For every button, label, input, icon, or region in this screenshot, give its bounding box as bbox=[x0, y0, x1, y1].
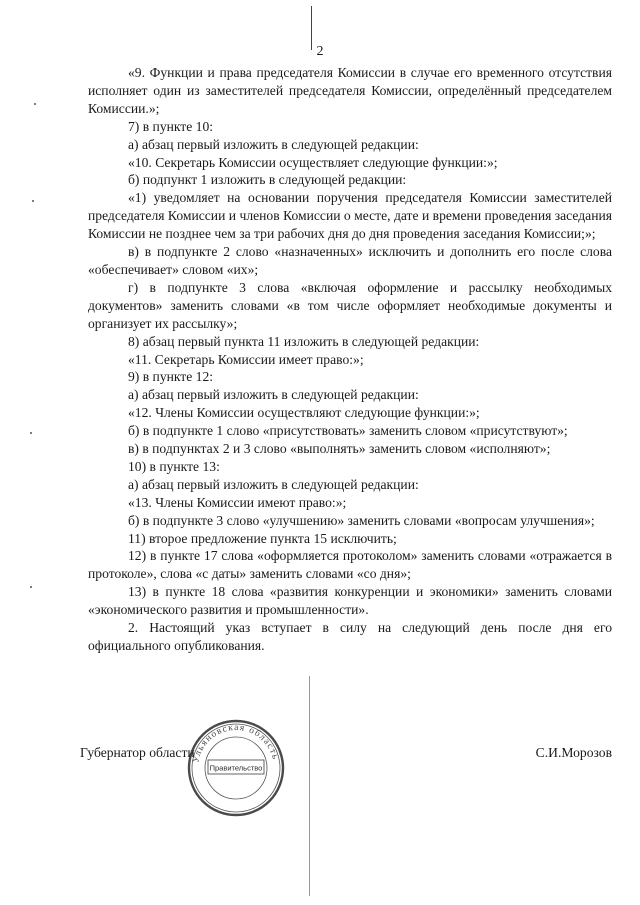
paragraph: «10. Секретарь Комиссии осуществляет следующие функции:»; bbox=[128, 154, 498, 170]
paragraph: «13. Члены Комиссии имеют право:»; bbox=[128, 494, 347, 510]
paragraph: 12) в пункте 17 слова «оформляется протоколом» заменить словами «отражается в протоколе», слова «с даты» заменить словами «со дня»; bbox=[88, 548, 612, 582]
svg-text:Ульяновская область bbox=[191, 723, 280, 764]
paragraph: 2. Настоящий указ вступает в силу на следующий день после дня его официального опубликования. bbox=[88, 620, 612, 653]
paragraph: а) абзац первый изложить в следующей редакции: bbox=[128, 136, 419, 152]
paragraph: «12. Члены Комиссии осуществляют следующие функции:»; bbox=[128, 405, 480, 421]
paragraph: а) абзац первый изложить в следующей редакции: bbox=[128, 476, 419, 492]
paragraph: б) в подпункте 1 слово «присутствовать» заменить словом «присутствуют»; bbox=[128, 423, 568, 439]
document-body bbox=[88, 64, 612, 655]
paragraph: б) в подпункте 3 слово «улучшению» заменить словами «вопросам улучшения»; bbox=[128, 512, 595, 528]
paragraph: 13) в пункте 18 слова «развития конкуренции и экономики» заменить словами «экономического развития и промышленности». bbox=[88, 584, 612, 618]
scan-artifact-dot bbox=[30, 432, 32, 434]
paragraph: г) в подпункте 3 слова «включая оформление и рассылку необходимых документов» заменить словами «в том числе оформляет необходимые документы и организует их рассылку»; bbox=[88, 279, 612, 331]
scan-artifact-line bbox=[309, 676, 310, 896]
signer-title: Губернатор области bbox=[80, 745, 195, 760]
paragraph: 9) в пункте 12: bbox=[128, 369, 214, 385]
paragraph: 7) в пункте 10: bbox=[128, 118, 214, 134]
paragraph: в) в подпунктах 2 и 3 слово «выполнять» заменить словом «исполняют»; bbox=[128, 441, 551, 457]
paragraph: б) подпункт 1 изложить в следующей редакции: bbox=[128, 172, 407, 188]
page-number: 2 bbox=[316, 44, 324, 59]
paragraph: а) абзац первый изложить в следующей редакции: bbox=[128, 387, 419, 403]
scan-artifact-dot bbox=[30, 586, 32, 588]
signer-name: С.И.Морозов bbox=[535, 745, 612, 760]
paragraph: 10) в пункте 13: bbox=[128, 458, 220, 474]
seal-ring-text: Ульяновская область bbox=[191, 722, 281, 764]
scan-artifact-dot bbox=[34, 103, 36, 105]
scan-artifact-dot bbox=[32, 200, 34, 202]
paragraph: «9. Функции и права председателя Комиссии в случае его временного отсутствия исполняет один из заместителей председателя Комиссии, определённый председателем Комиссии.»; bbox=[88, 65, 612, 116]
paragraph: 11) второе предложение пункта 15 исключить; bbox=[128, 530, 397, 546]
paragraph: в) в подпункте 2 слово «назначенных» исключить и дополнить его после слова «обеспечивает» словом «их»; bbox=[88, 244, 612, 277]
seal-center-text: Правительство bbox=[209, 763, 263, 773]
paragraph: «1) уведомляет на основании поручения председателя Комиссии заместителей председателя Комиссии и членов Комиссии о месте, дате и времени проведения заседания Комиссии не позднее чем за три рабочих дня до дня проведения заседания Комиссии;»; bbox=[88, 190, 612, 242]
paragraph: «11. Секретарь Комиссии имеет право:»; bbox=[128, 351, 364, 367]
official-seal-stamp bbox=[186, 718, 286, 818]
paragraph: 8) абзац первый пункта 11 изложить в следующей редакции: bbox=[128, 333, 480, 349]
